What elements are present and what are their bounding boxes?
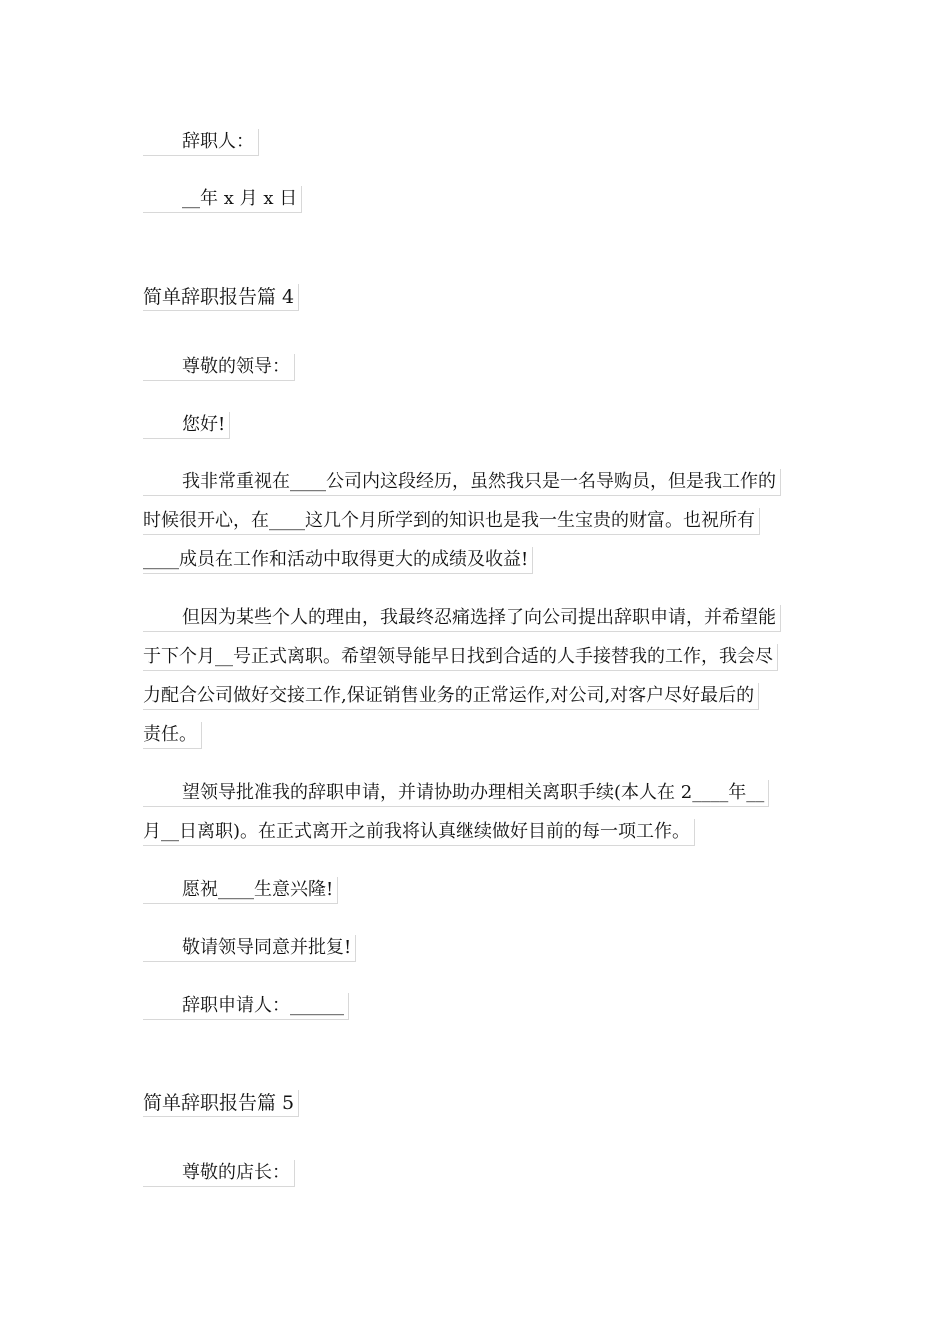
s4-para2-line4: 责任。	[143, 722, 202, 749]
s4-para2-line3: 力配合公司做好交接工作,保证销售业务的正常运作,对公司,对客户尽好最后的	[143, 683, 759, 710]
s4-para3-line1: 望领导批准我的辞职申请，并请协助办理相关离职手续(本人在 2____年__	[143, 780, 769, 807]
s5-salutation: 尊敬的店长：	[143, 1160, 295, 1187]
s4-salutation: 尊敬的领导：	[143, 354, 295, 381]
s4-para1-line1: 我非常重视在____公司内这段经历，虽然我只是一名导购员，但是我工作的	[143, 469, 781, 496]
resigner-label: 辞职人：	[143, 129, 259, 156]
section-4-title: 简单辞职报告篇 4	[143, 284, 299, 311]
s4-signature: 辞职申请人：______	[143, 993, 349, 1020]
s4-para3-line2: 月__日离职)。在正式离开之前我将认真继续做好目前的每一项工作。	[143, 819, 695, 846]
section-5-title: 简单辞职报告篇 5	[143, 1090, 299, 1117]
s4-wish: 愿祝____生意兴隆!	[143, 877, 338, 904]
s4-para1-line3: ____成员在工作和活动中取得更大的成绩及收益!	[143, 547, 533, 574]
s4-para1-line2: 时候很开心，在____这几个月所学到的知识也是我一生宝贵的财富。也祝所有	[143, 508, 760, 535]
s4-greeting: 您好!	[143, 412, 230, 439]
s4-para2-line2: 于下个月__号正式离职。希望领导能早日找到合适的人手接替我的工作，我会尽	[143, 644, 778, 671]
s4-para2-line1: 但因为某些个人的理由，我最终忍痛选择了向公司提出辞职申请，并希望能	[143, 605, 781, 632]
s4-request: 敬请领导同意并批复!	[143, 935, 356, 962]
date-line: __年 x 月 x 日	[143, 186, 302, 213]
